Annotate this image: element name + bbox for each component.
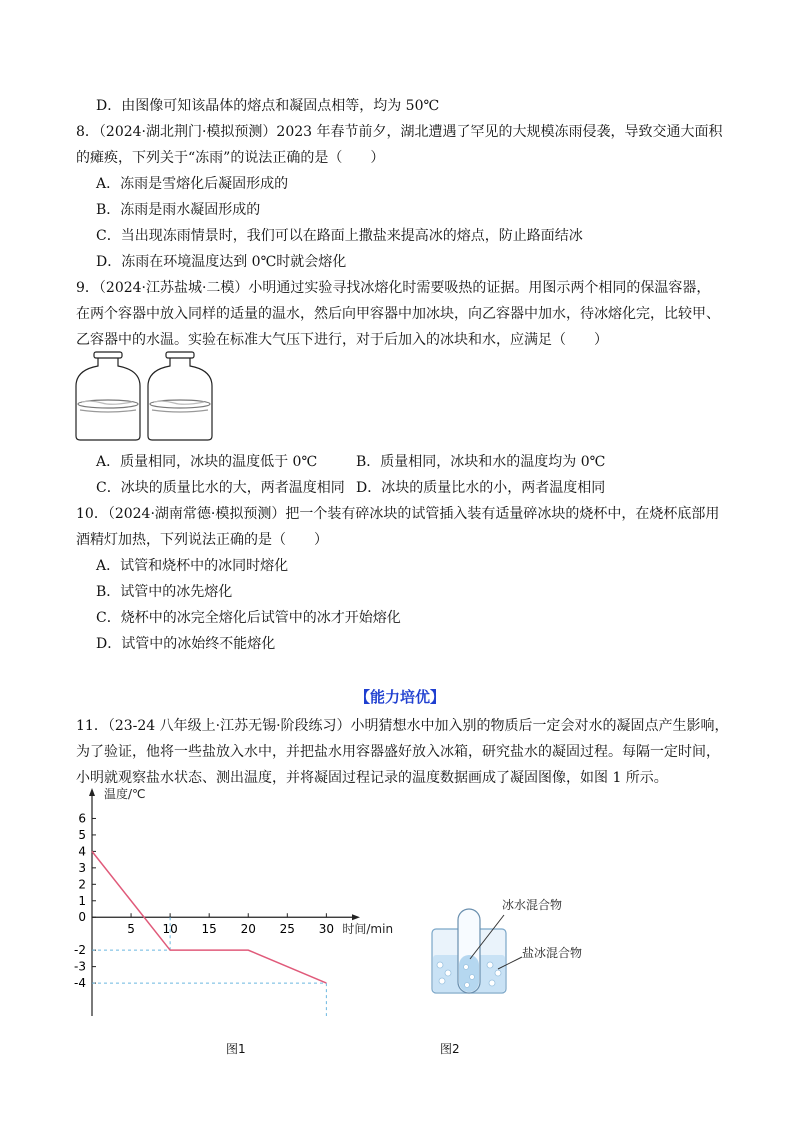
figure2-diagram: [410, 895, 600, 1005]
y-tick-label: -3: [74, 959, 86, 974]
y-tick-label: -2: [74, 943, 86, 958]
section-title: 【能力培优】: [354, 688, 445, 706]
y-tick-label: 6: [78, 811, 86, 826]
q8-stem-line1: 8．（2024·湖北荆门·模拟预测）2023 年春节前夕，湖北遭遇了罕见的大规模冻雨侵袭，导致交通大面积: [76, 124, 723, 140]
q8-option-b: B．冻雨是雨水凝固形成的: [96, 202, 261, 218]
q11-stem-line3: 小明就观察盐水状态、测出温度，并将凝固过程记录的温度数据画成了凝固图像，如图 1 所示。: [76, 770, 668, 786]
y-axis-arrow: [89, 788, 95, 796]
bottle-yi: [148, 352, 212, 440]
x-tick-label: 30: [318, 922, 335, 937]
x-tick-label: 10: [162, 922, 178, 937]
x-tick-label: 25: [279, 922, 295, 937]
q10-option-b: B．试管中的冰先熔化: [96, 584, 233, 600]
y-tick-label: 1: [78, 893, 86, 908]
q7-option-d: D．由图像可知该晶体的熔点和凝固点相等，均为 50℃: [96, 98, 440, 114]
y-tick-label: 2: [78, 877, 86, 892]
figure1-chart: [60, 780, 394, 1035]
q10-option-a: A．试管和烧杯中的冰同时熔化: [96, 558, 289, 574]
q11-stem-line2: 为了验证，他将一些盐放入水中，并把盐水用容器盛好放入冰箱，研究盐水的凝固过程。每隔一定时间，: [76, 744, 720, 760]
figure1-caption: 图1: [226, 1042, 246, 1056]
q10-option-c: C．烧杯中的冰完全熔化后试管中的冰才开始熔化: [96, 610, 401, 626]
q9-option-b: B．质量相同，冰块和水的温度均为 0℃: [356, 454, 606, 470]
q9-stem-line3: 乙容器中的水温。实验在标准大气压下进行，对于后加入的冰块和水，应满足（ ）: [76, 332, 608, 348]
label-salt-ice: 盐冰混合物: [522, 946, 583, 960]
q10-stem-line2: 酒精灯加热，下列说法正确的是（ ）: [76, 532, 328, 548]
y-tick-label: -4: [74, 976, 86, 991]
x-tick-label: 20: [240, 922, 256, 937]
y-tick-label: 3: [78, 860, 86, 875]
q9-option-a: A．质量相同，冰块的温度低于 0℃: [96, 454, 318, 470]
q10-stem-line1: 10．（2024·湖南常德·模拟预测）把一个装有碎冰块的试管插入装有适量碎冰块的烧杯中，在烧杯底部用: [76, 506, 720, 522]
bottle-jia: [76, 352, 140, 440]
y-tick-label: 5: [78, 827, 86, 842]
q9-stem-line2: 在两个容器中放入同样的适量的温水，然后向甲容器中加冰块，向乙容器中加水，待冰熔化完，比较甲、: [76, 306, 720, 322]
y-tick-label: 0: [78, 910, 86, 925]
q8-option-c: C．当出现冻雨情景时，我们可以在路面上撒盐来提高冰的熔点，防止路面结冰: [96, 228, 583, 244]
q11-stem-line1: 11．（23-24 八年级上·江苏无锡·阶段练习）小明猜想水中加入别的物质后一定会对水的凝固点产生影响，: [76, 718, 729, 734]
q9-option-d: D．冰块的质量比水的小，两者温度相同: [356, 480, 606, 496]
label-ice-water: 冰水混合物: [502, 898, 563, 912]
q9-bottles-figure: [72, 350, 232, 442]
q9-stem-line1: 9．（2024·江苏盐城·二模）小明通过实验寻找冰熔化时需要吸热的证据。用图示两个相同的保温容器，: [76, 280, 711, 296]
x-axis-arrow: [352, 914, 360, 920]
y-tick-label: 4: [78, 844, 86, 859]
q9-option-c: C．冰块的质量比水的大，两者温度相同: [96, 480, 345, 496]
x-axis-label: 时间/min: [342, 922, 394, 937]
q8-option-a: A．冻雨是雪熔化后凝固形成的: [96, 176, 289, 192]
q8-stem-line2: 的瘫痪，下列关于“冻雨”的说法正确的是（ ）: [76, 150, 385, 166]
q10-option-d: D．试管中的冰始终不能熔化: [96, 636, 276, 652]
y-axis-label: 温度/℃: [104, 787, 146, 801]
x-tick-label: 15: [201, 922, 217, 937]
q8-option-d: D．冻雨在环境温度达到 0℃时就会熔化: [96, 254, 347, 270]
x-tick-label: 5: [127, 922, 135, 937]
figure2-caption: 图2: [440, 1042, 460, 1056]
